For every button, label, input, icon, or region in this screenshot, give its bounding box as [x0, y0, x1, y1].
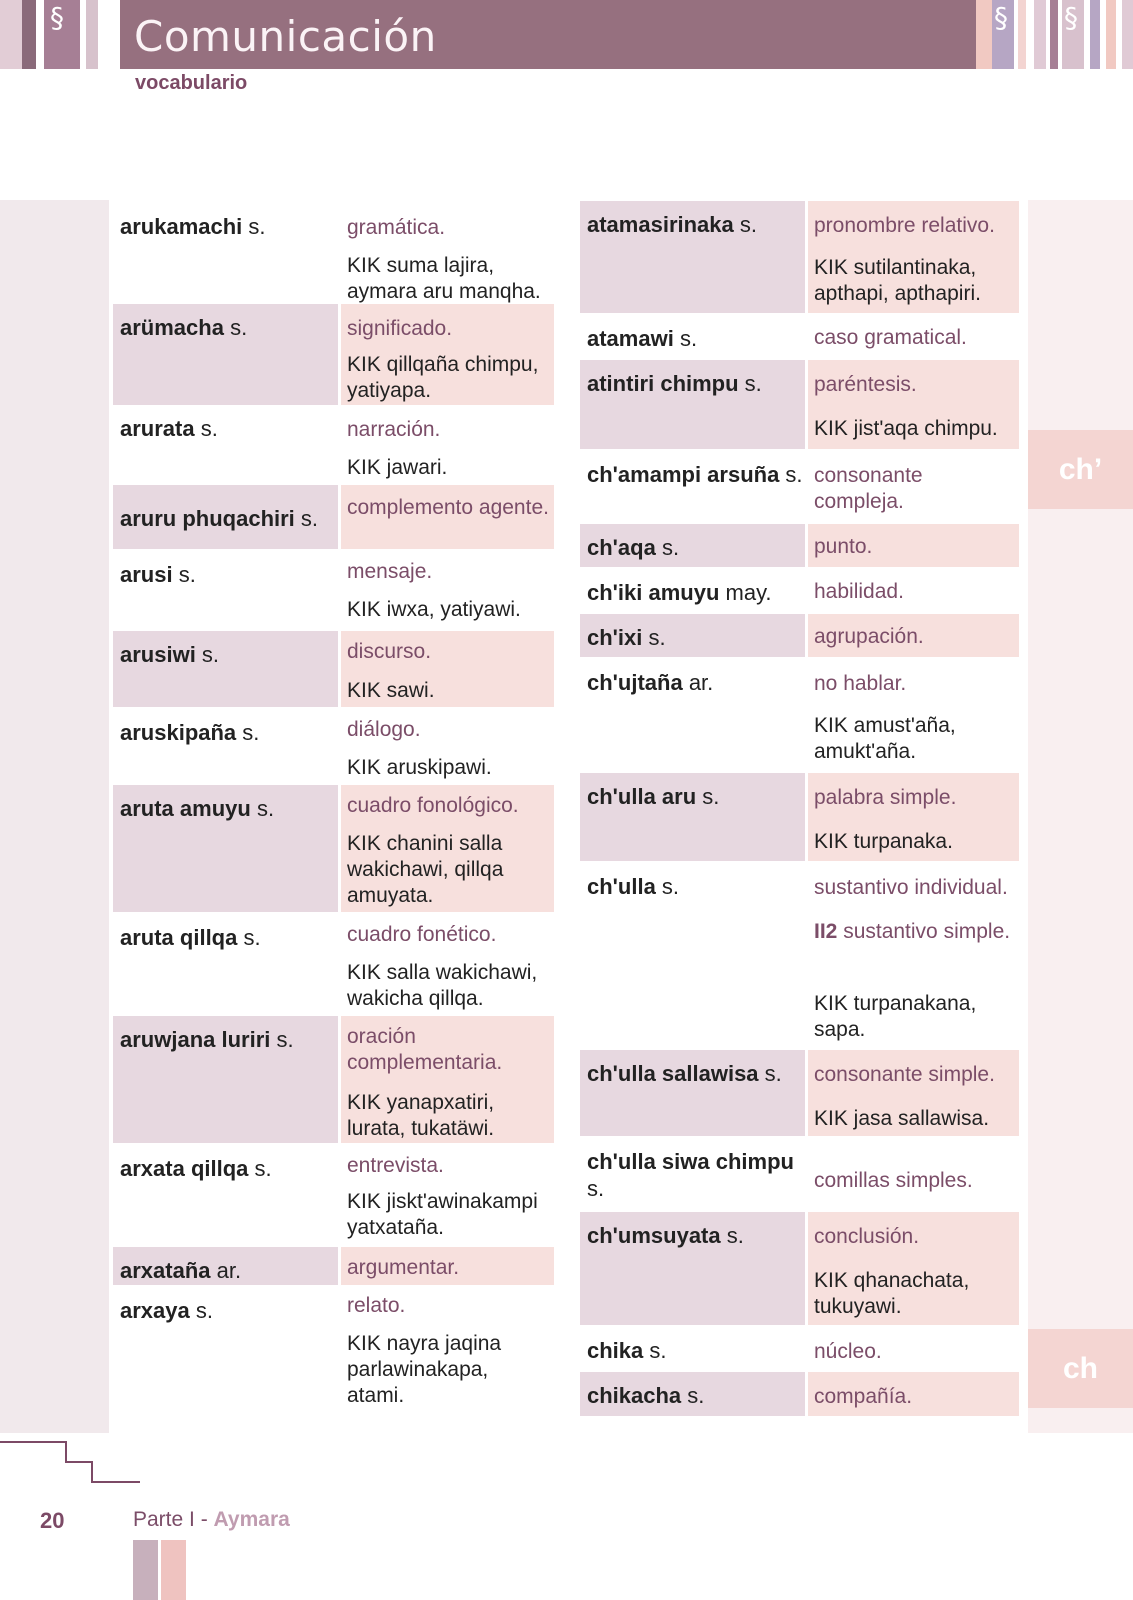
part-of-speech: s.	[642, 625, 666, 650]
entry-definition	[341, 304, 554, 405]
entry-headword	[113, 485, 338, 549]
definition-sense: cuadro fonológico.	[347, 794, 519, 817]
sense-label: II2	[814, 920, 844, 943]
part-of-speech: s.	[738, 371, 762, 396]
definition-sense: caso gramatical.	[814, 326, 967, 349]
entry-headword	[580, 569, 805, 612]
entry-definition	[341, 1145, 554, 1245]
part-of-speech: s.	[294, 506, 319, 531]
entry-headword	[580, 524, 805, 567]
entry-definition	[341, 1016, 554, 1143]
entry-headword	[113, 304, 338, 405]
equivalent-terms: KIK iwxa, yatiyawi.	[347, 598, 521, 621]
part-of-speech: s.	[172, 562, 196, 587]
headword-term: arümacha	[120, 315, 224, 340]
part-of-speech: s.	[587, 1176, 605, 1201]
footer-part-label	[133, 1508, 290, 1532]
definition-sense: complemento agente.	[347, 496, 549, 519]
part-of-speech: s.	[720, 1223, 744, 1248]
equivalent-terms: KIK yanapxatiri, lurata, tukatäwi.	[347, 1091, 495, 1140]
swirl-icon: §	[50, 1, 64, 34]
headword-term: aruskipaña	[120, 720, 237, 745]
headword-term: ch'aqa	[587, 535, 656, 560]
right-margin-band	[1028, 200, 1133, 1433]
definition-sense: compañía.	[814, 1385, 913, 1408]
footer-bar	[133, 1540, 158, 1600]
part-of-speech: s.	[248, 1156, 272, 1181]
entry-headword	[580, 315, 805, 358]
part-of-speech: s.	[242, 214, 266, 239]
part-of-speech: ar.	[210, 1258, 242, 1283]
footer-bar	[161, 1540, 186, 1600]
definition-sense: sustantivo individual.	[814, 876, 1008, 899]
part-of-speech: s.	[655, 535, 680, 560]
headword-term: atamasirinaka	[587, 212, 734, 237]
entry-definition	[808, 1327, 1019, 1370]
equivalent-terms: KIK turpanaka.	[814, 830, 953, 853]
entry-definition	[341, 785, 554, 912]
section-title: Comunicación	[134, 12, 437, 61]
part-of-speech: s.	[733, 212, 757, 237]
headword-term: aruwjana luriri	[120, 1027, 271, 1052]
headword-term: arurata	[120, 416, 195, 441]
definition-sense: oración complementaria.	[347, 1025, 503, 1074]
definition-sense: discurso.	[347, 640, 432, 663]
entry-definition	[808, 451, 1019, 522]
entry-definition	[341, 405, 554, 483]
headword-term: ch'amampi arsuña	[587, 462, 780, 487]
definition-sense: relato.	[347, 1294, 406, 1317]
entry-headword	[113, 203, 338, 302]
equivalent-terms: KIK chanini salla wakichawi, qillqa amuyata.	[347, 832, 504, 907]
part-of-speech: s.	[696, 784, 720, 809]
entry-definition	[341, 485, 554, 549]
entry-definition	[341, 631, 554, 707]
entry-headword	[113, 1016, 338, 1143]
equivalent-terms: KIK suma lajira, aymara aru manqha.	[347, 254, 541, 303]
entry-headword	[580, 1212, 805, 1325]
definition-sense: significado.	[347, 317, 453, 340]
definition-sense: palabra simple.	[814, 786, 957, 809]
part-of-speech: s.	[681, 1383, 705, 1408]
part-of-speech: s.	[237, 925, 261, 950]
page-number: 20	[40, 1508, 65, 1533]
equivalent-terms: KIK turpanakana, sapa.	[814, 992, 977, 1041]
headword-term: aruta qillqa	[120, 925, 238, 950]
definition-sense: narración.	[347, 418, 441, 441]
letter-tab-ch: ch	[1028, 1329, 1133, 1408]
part-of-speech: ar.	[682, 670, 714, 695]
part-of-speech: s.	[236, 720, 260, 745]
equivalent-terms: KIK salla wakichawi, wakicha qillqa.	[347, 961, 538, 1010]
definition-sense: II2 sustantivo simple.	[814, 920, 1011, 943]
entry-headword	[113, 405, 338, 483]
entry-definition	[341, 203, 554, 302]
definition-sense: gramática.	[347, 216, 446, 239]
entry-headword	[580, 201, 805, 313]
definition-sense: entrevista.	[347, 1154, 444, 1177]
entry-headword	[113, 1145, 338, 1245]
equivalent-terms: KIK sutilantinaka, apthapi, apthapiri.	[814, 256, 981, 305]
part-of-speech: s.	[250, 796, 275, 821]
definition-sense: cuadro fonético.	[347, 923, 497, 946]
entry-definition	[341, 1247, 554, 1285]
equivalent-terms: KIK jawari.	[347, 456, 448, 479]
part-of-speech: s.	[195, 642, 220, 667]
swirl-icon: §	[994, 1, 1008, 34]
headword-term: ch'iki amuyu	[587, 580, 720, 605]
equivalent-terms: KIK aruskipawi.	[347, 756, 492, 779]
definition-sense: no hablar.	[814, 672, 907, 695]
part-of-speech: s.	[270, 1027, 294, 1052]
entry-headword	[580, 1372, 805, 1416]
headword-term: ch'ulla siwa chimpu	[587, 1149, 794, 1174]
entry-definition	[808, 863, 1019, 1048]
definition-sense: pronombre relativo.	[814, 214, 995, 237]
equivalent-terms: KIK jist'aqa chimpu.	[814, 417, 998, 440]
left-margin-band	[0, 200, 109, 1433]
equivalent-terms: KIK qillqaña chimpu, yatiyapa.	[347, 353, 539, 402]
entry-definition	[808, 1212, 1019, 1325]
entry-headword	[580, 614, 805, 657]
equivalent-terms: KIK qhanachata, tukuyawi.	[814, 1269, 970, 1318]
definition-sense: punto.	[814, 535, 873, 558]
entry-headword	[113, 1287, 338, 1417]
part-of-speech: s.	[655, 874, 680, 899]
part-of-speech: may.	[719, 580, 772, 605]
definition-sense: paréntesis.	[814, 373, 917, 396]
definition-sense: habilidad.	[814, 580, 904, 603]
entry-definition	[808, 201, 1019, 313]
letter-tab-ch-apostrophe: ch’	[1028, 430, 1133, 509]
definition-sense: mensaje.	[347, 560, 433, 583]
headword-term: ch'ulla sallawisa	[587, 1061, 759, 1086]
part-of-speech: s.	[673, 326, 698, 351]
part-of-speech: s.	[758, 1061, 782, 1086]
headword-term: arxaya	[120, 1298, 190, 1323]
definition-sense: consonante compleja.	[814, 464, 923, 513]
equivalent-terms: KIK jiskt'awinakampi yatxataña.	[347, 1190, 538, 1239]
headword-term: arusi	[120, 562, 173, 587]
headword-term: arusiwi	[120, 642, 196, 667]
entry-definition	[341, 1287, 554, 1417]
entry-headword	[580, 773, 805, 861]
definition-sense: agrupación.	[814, 625, 924, 648]
entry-definition	[341, 914, 554, 1014]
entry-definition	[341, 709, 554, 785]
equivalent-terms: KIK nayra jaqina parlawinakapa, atami.	[347, 1332, 502, 1407]
headword-term: arukamachi	[120, 214, 243, 239]
definition-sense: argumentar.	[347, 1256, 460, 1279]
headword-term: ch'ujtaña	[587, 670, 683, 695]
part-of-speech: s.	[643, 1338, 667, 1363]
footer-step-line	[0, 1440, 140, 1490]
entry-definition	[808, 1138, 1019, 1210]
headword-term: chikacha	[587, 1383, 682, 1408]
separator: -	[194, 1508, 214, 1531]
entry-headword	[580, 1050, 805, 1136]
part-of-speech: s.	[223, 315, 248, 340]
headword-term: chika	[587, 1338, 644, 1363]
part-of-speech: s.	[779, 462, 803, 487]
definition-sense: comillas simples.	[814, 1169, 973, 1192]
language-text: Aymara	[213, 1508, 290, 1531]
headword-term: ch'ulla aru	[587, 784, 697, 809]
headword-term: ch'ulla	[587, 874, 656, 899]
entry-definition	[808, 569, 1019, 612]
entry-headword	[580, 1138, 805, 1210]
entry-headword	[580, 863, 805, 1048]
entry-definition	[808, 315, 1019, 358]
entry-headword	[113, 1247, 338, 1285]
entry-headword	[113, 914, 338, 1014]
definition-sense: conclusión.	[814, 1225, 920, 1248]
swirl-icon: §	[1064, 1, 1078, 34]
entry-definition	[808, 614, 1019, 657]
headword-term: aruta amuyu	[120, 796, 251, 821]
equivalent-terms: KIK sawi.	[347, 679, 435, 702]
definition-sense: diálogo.	[347, 718, 421, 741]
headword-term: ch'umsuyata	[587, 1223, 721, 1248]
equivalent-terms: KIK jasa sallawisa.	[814, 1107, 990, 1130]
entry-definition	[341, 551, 554, 629]
entry-definition	[808, 659, 1019, 771]
part-of-speech: s.	[189, 1298, 213, 1323]
headword-term: arxata qillqa	[120, 1156, 249, 1181]
entry-headword	[113, 785, 338, 912]
entry-definition	[808, 773, 1019, 861]
headword-term: aruru phuqachiri	[120, 506, 295, 531]
section-subtitle: vocabulario	[135, 72, 248, 94]
entry-definition	[808, 360, 1019, 449]
headword-term: ch'ixi	[587, 625, 643, 650]
part-of-speech: s.	[194, 416, 218, 441]
entry-definition	[808, 524, 1019, 567]
entry-headword	[580, 360, 805, 449]
entry-headword	[113, 551, 338, 629]
equivalent-terms: KIK amust'aña, amukt'aña.	[814, 714, 956, 763]
entry-headword	[580, 451, 805, 522]
definition-sense: consonante simple.	[814, 1063, 995, 1086]
headword-term: atamawi	[587, 326, 674, 351]
headword-term: atintiri chimpu	[587, 371, 739, 396]
headword-term: arxataña	[120, 1258, 211, 1283]
entry-headword	[113, 631, 338, 707]
entry-headword	[580, 659, 805, 771]
entry-headword	[113, 709, 338, 785]
part-text: Parte I	[133, 1508, 195, 1531]
definition-sense: núcleo.	[814, 1340, 882, 1363]
entry-definition	[808, 1050, 1019, 1136]
entry-headword	[580, 1327, 805, 1370]
entry-definition	[808, 1372, 1019, 1416]
